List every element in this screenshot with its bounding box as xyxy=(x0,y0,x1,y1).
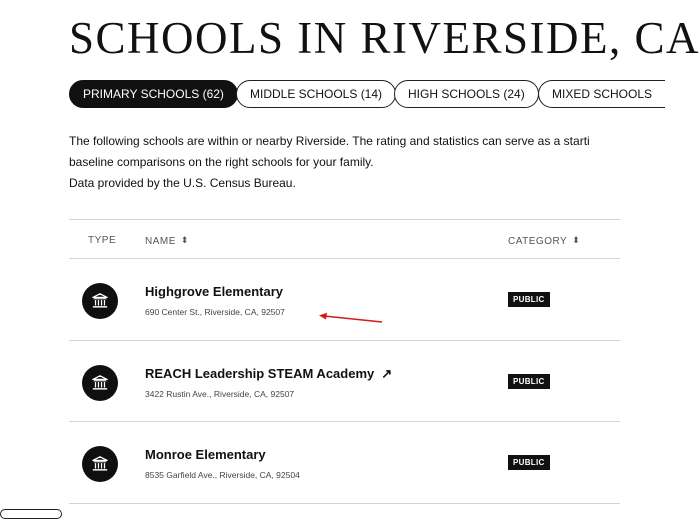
school-name-link[interactable]: Highgrove Elementary xyxy=(145,284,283,299)
school-address: 8535 Garfield Ave., Riverside, CA, 92504 xyxy=(145,470,300,480)
tab-mixed-schools[interactable]: MIXED SCHOOLS xyxy=(538,80,665,108)
school-address: 690 Center St., Riverside, CA, 92507 xyxy=(145,307,285,317)
school-building-icon xyxy=(82,365,118,401)
column-header-type: TYPE xyxy=(88,235,117,246)
intro-line-2: baseline comparisons on the right schools for your family. xyxy=(69,155,374,169)
intro-text xyxy=(69,131,590,194)
table-top-divider xyxy=(69,219,620,220)
tab-middle-schools[interactable]: MIDDLE SCHOOLS (14) xyxy=(236,80,396,108)
school-building-icon xyxy=(82,283,118,319)
school-name-link[interactable]: Monroe Elementary xyxy=(145,447,266,462)
intro-line-3: Data provided by the U.S. Census Bureau. xyxy=(69,176,296,190)
external-link-icon[interactable]: ↗ xyxy=(381,366,393,381)
sort-arrows-icon[interactable]: ⬍ xyxy=(572,235,581,245)
table-row[interactable] xyxy=(0,259,620,339)
category-badge: PUBLIC xyxy=(508,455,550,470)
category-badge: PUBLIC xyxy=(508,374,550,389)
table-row[interactable] xyxy=(0,341,620,421)
tab-primary-schools[interactable]: PRIMARY SCHOOLS (62) xyxy=(69,80,238,108)
column-header-category[interactable]: CATEGORY ⬍ xyxy=(508,235,581,247)
table-row[interactable] xyxy=(0,422,620,502)
page-title: SCHOOLS IN RIVERSIDE, CA xyxy=(69,13,700,63)
row-divider xyxy=(69,503,620,504)
school-building-icon xyxy=(82,446,118,482)
sort-arrows-icon[interactable]: ⬍ xyxy=(180,235,189,245)
annotation-arrow-icon xyxy=(318,312,384,326)
category-badge: PUBLIC xyxy=(508,292,550,307)
column-header-name[interactable]: NAME ⬍ xyxy=(145,235,189,247)
intro-line-1: The following schools are within or nearby Riverside. The rating and statistics can serve as a starti xyxy=(69,134,590,148)
tab-high-schools[interactable]: HIGH SCHOOLS (24) xyxy=(394,80,539,108)
school-address: 3422 Rustin Ave., Riverside, CA, 92507 xyxy=(145,389,295,399)
floating-button-edge[interactable] xyxy=(0,509,62,519)
school-name-link[interactable]: REACH Leadership STEAM Academy ↗ xyxy=(145,366,393,381)
